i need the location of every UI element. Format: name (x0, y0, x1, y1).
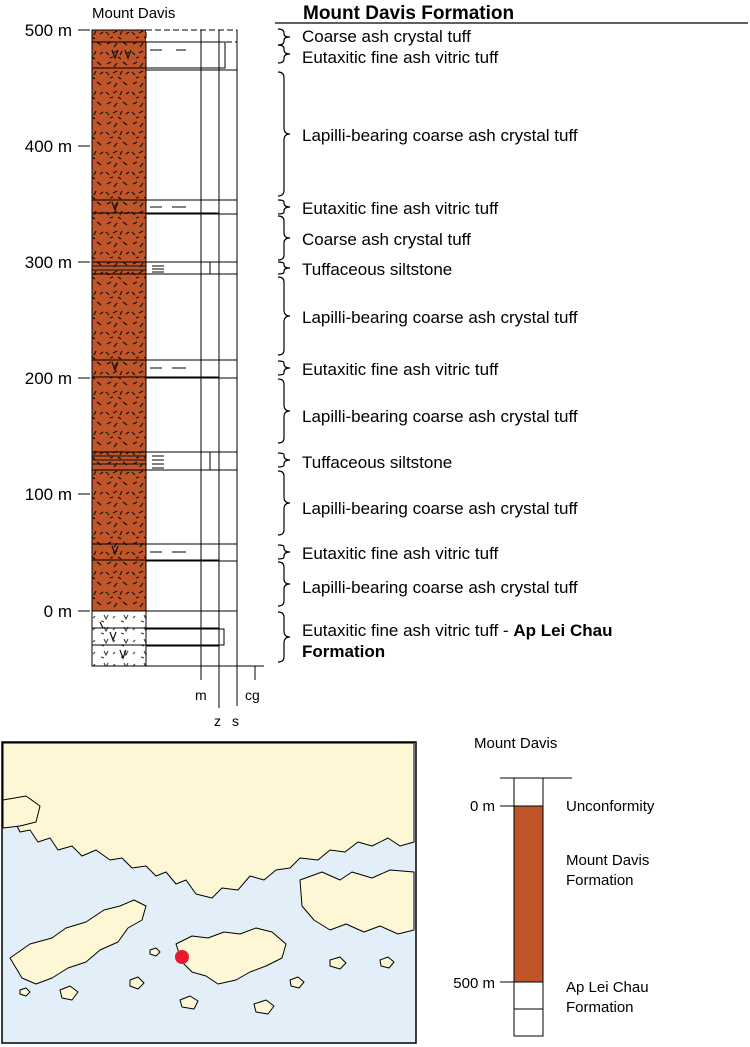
unit-label: Eutaxitic fine ash vitric tuff (302, 48, 499, 67)
ap-lei-chau-lithology (92, 611, 146, 666)
column-title: Mount Davis (92, 5, 176, 22)
unit-label: Lapilli-bearing coarse ash crystal tuff (302, 308, 578, 327)
summary-label-ap-lei-chau-1: Ap Lei Chau (566, 979, 649, 996)
depth-tick-marks (78, 30, 90, 611)
unit-label: Coarse ash crystal tuff (302, 27, 471, 46)
summary-label-ap-lei-chau-2: Formation (566, 999, 634, 1016)
summary-column-title: Mount Davis (474, 735, 558, 752)
grain-z: z (214, 713, 221, 729)
unit-label: Lapilli-bearing coarse ash crystal tuff (302, 407, 578, 426)
lithology-column (92, 30, 146, 611)
unit-label: Lapilli-bearing coarse ash crystal tuff (302, 499, 578, 518)
unit-label: Eutaxitic fine ash vitric tuff (302, 544, 499, 563)
summary-column (453, 735, 655, 1036)
summary-label-mount-davis-2: Formation (566, 872, 634, 889)
base-unit-label (302, 621, 613, 640)
summary-label-unconformity: Unconformity (566, 798, 655, 815)
unit-label: Tuffaceous siltstone (302, 260, 453, 279)
depth-tick-400: 400 m (24, 137, 72, 156)
depth-tick-300: 300 m (24, 253, 72, 272)
unit-label: Eutaxitic fine ash vitric tuff (302, 199, 499, 218)
summary-tick-0: 0 m (469, 798, 495, 815)
depth-tick-200: 200 m (24, 369, 72, 388)
unit-label: Eutaxitic fine ash vitric tuff (302, 360, 499, 379)
grain-cg: cg (245, 687, 260, 703)
summary-labels (566, 798, 655, 1016)
mount-davis-locality-marker (175, 950, 189, 964)
base-formation-line1: Ap Lei Chau (513, 621, 613, 640)
locality-map (2, 742, 416, 1043)
unit-label: Lapilli-bearing coarse ash crystal tuff (302, 126, 578, 145)
base-unit-text: Eutaxitic fine ash vitric tuff - (302, 621, 514, 640)
formation-heading: Mount Davis Formation (303, 3, 515, 24)
depth-tick-0: 0 m (43, 602, 72, 621)
grain-m: m (195, 687, 207, 703)
unit-label: Coarse ash crystal tuff (302, 230, 471, 249)
depth-tick-100: 100 m (24, 485, 72, 504)
mount-davis-bar (514, 806, 543, 982)
depth-axis (25, 21, 72, 621)
grain-s: s (232, 713, 239, 729)
base-formation-line2: Formation (302, 642, 386, 661)
summary-tick-500: 500 m (453, 975, 495, 992)
grain-scale-labels (195, 687, 260, 729)
unit-labels (302, 27, 613, 661)
summary-label-mount-davis-1: Mount Davis (566, 852, 650, 869)
unit-label: Lapilli-bearing coarse ash crystal tuff (302, 578, 578, 597)
depth-tick-500: 500 m (24, 21, 72, 40)
unit-label: Tuffaceous siltstone (302, 453, 453, 472)
grain-size-profile (146, 30, 237, 666)
unit-braces (278, 29, 290, 662)
